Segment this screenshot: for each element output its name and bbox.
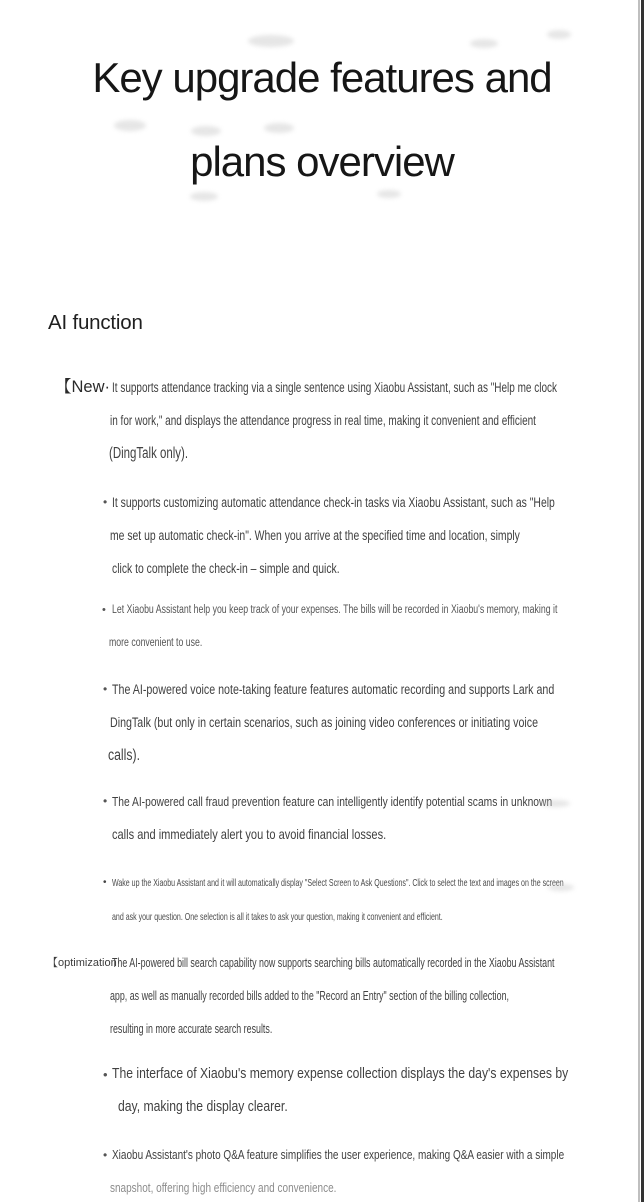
- bullet-icon: •: [102, 604, 106, 616]
- feature-text-line: The AI-powered call fraud prevention feature can intelligently identify potential scams in unknown: [112, 794, 553, 809]
- feature-text-line: calls).: [108, 747, 140, 764]
- feature-text-line: calls and immediately alert you to avoid financial losses.: [112, 826, 387, 842]
- bullet-icon: •: [103, 794, 108, 808]
- list-item: [103, 1139, 644, 1202]
- section-heading-ai-function: AI function: [48, 311, 143, 334]
- list-item: [103, 673, 644, 772]
- feature-text-line: It supports customizing automatic attendance check-in tasks via Xiaobu Assistant, such as "Help: [112, 495, 555, 510]
- bullet-icon: •: [103, 1148, 108, 1162]
- smudge-artifact: [248, 35, 294, 47]
- smudge-artifact: [190, 192, 218, 201]
- page-title-line-2: plans overview: [190, 138, 454, 185]
- feature-text-line: more convenient to use.: [109, 637, 203, 649]
- feature-text-line: app, as well as manually recorded bills added to the "Record an Entry" section of the billing collection,: [110, 989, 509, 1003]
- feature-text-line: snapshot, offering high efficiency and convenience.: [110, 1181, 337, 1195]
- list-item: [47, 947, 644, 1046]
- feature-text-line: resulting in more accurate search results.: [110, 1022, 273, 1036]
- smudge-artifact: [264, 123, 294, 133]
- bullet-icon: •: [103, 682, 108, 696]
- smudge-artifact: [547, 30, 571, 39]
- list-item: [103, 866, 644, 934]
- feature-text-line: (DingTalk only).: [109, 445, 189, 462]
- list-item: [103, 785, 644, 851]
- feature-text-line: Let Xiaobu Assistant help you keep track of your expenses. The bills will be recorded in Xiaobu's memory, making it: [112, 604, 558, 616]
- list-item: [103, 1058, 644, 1124]
- smudge-artifact: [377, 190, 401, 198]
- feature-text-line: The AI-powered bill search capability now supports searching bills automatically recorded in the Xiaobu Assistant: [112, 956, 555, 970]
- smudge-artifact: [114, 120, 146, 131]
- feature-text-line: Wake up the Xiaobu Assistant and it will automatically display "Select Screen to Ask Questions". Click to select the text and images on the screen: [112, 877, 564, 889]
- feature-text-line: It supports attendance tracking via a single sentence using Xiaobu Assistant, such as "Help me clock: [112, 380, 558, 395]
- feature-text-line: me set up automatic check-in". When you arrive at the specified time and location, simply: [110, 528, 520, 543]
- bullet-icon: •: [103, 495, 108, 509]
- feature-text-line: click to complete the check-in – simple and quick.: [112, 561, 340, 576]
- list-item: [55, 371, 644, 470]
- feature-text-line: The interface of Xiaobu's memory expense collection displays the day's expenses by: [112, 1066, 569, 1082]
- smudge-artifact: [191, 126, 221, 136]
- feature-text-line: in for work," and displays the attendance progress in real time, making it convenient and efficient: [110, 413, 536, 428]
- bullet-icon: •: [103, 877, 107, 888]
- list-item: [103, 486, 644, 585]
- bracket-label: 【optimization·: [47, 957, 121, 969]
- smudge-artifact: [548, 884, 574, 891]
- feature-text-line: DingTalk (but only in certain scenarios, such as joining video conferences or initiating voice: [110, 715, 539, 730]
- bullet-icon: •: [103, 1067, 108, 1082]
- page-title-line-1: Key upgrade features and: [92, 54, 552, 101]
- smudge-artifact: [470, 39, 498, 48]
- list-item: [102, 594, 644, 660]
- feature-text-line: day, making the display clearer.: [118, 1099, 288, 1115]
- feature-text-line: The AI-powered voice note-taking feature features automatic recording and supports Lark and: [112, 682, 555, 697]
- smudge-artifact: [540, 800, 570, 807]
- bracket-label: 【New·: [55, 378, 111, 396]
- feature-text-line: Xiaobu Assistant's photo Q&A feature simplifies the user experience, making Q&A easier with a simple: [112, 1148, 565, 1162]
- feature-text-line: and ask your question. One selection is all it takes to ask your question, making it convenient and efficient.: [112, 911, 443, 923]
- right-edge-line-light: [638, 0, 640, 1202]
